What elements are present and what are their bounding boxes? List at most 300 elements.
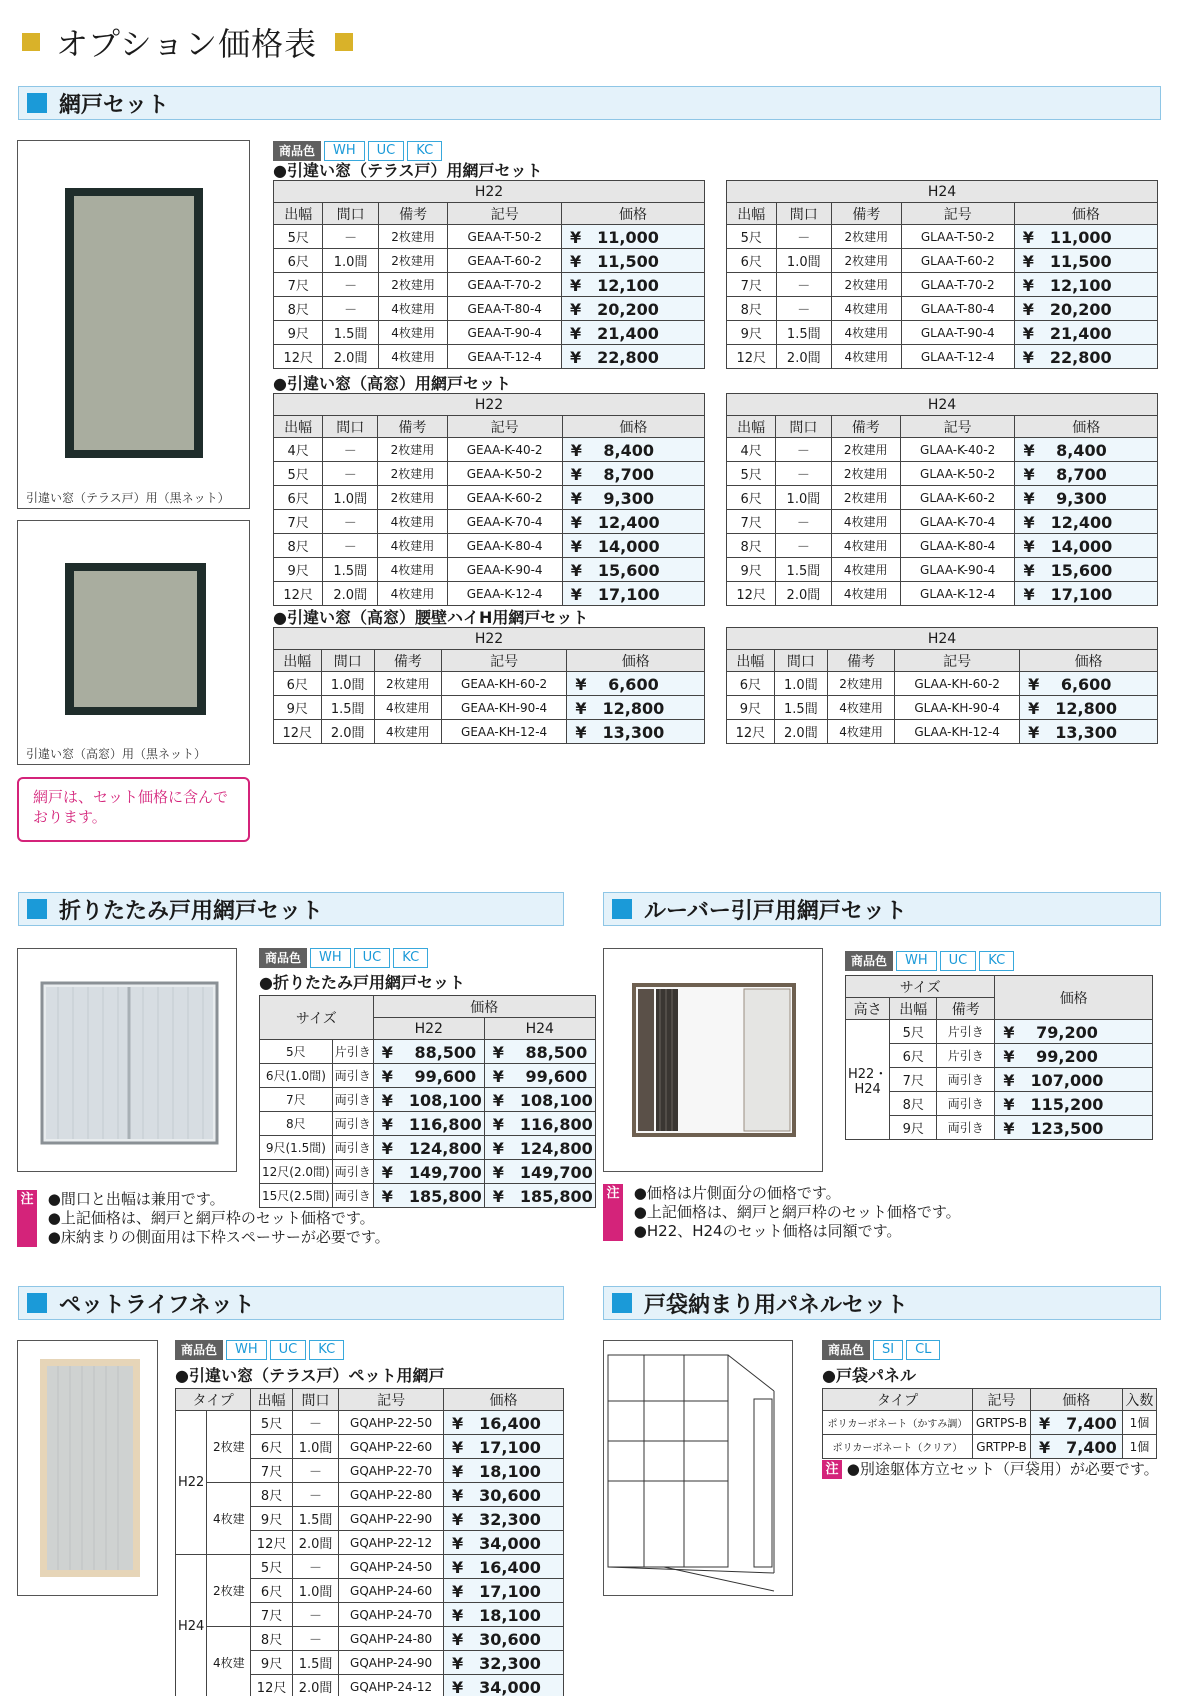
blue-square-icon — [27, 899, 47, 919]
table-cell: ¥ 99,600 — [484, 1064, 595, 1088]
table-row — [274, 297, 705, 321]
col-header: サイズ — [846, 976, 995, 998]
color-chip: WH — [310, 948, 351, 968]
col-header: 記号 — [339, 1389, 444, 1411]
table-cell: GLAA-K-12-4 — [900, 582, 1015, 606]
table-cell: GLAA-K-70-4 — [900, 510, 1015, 534]
table-cell: ¥ 149,700 — [373, 1160, 484, 1184]
table-cell: 5尺 — [251, 1555, 292, 1579]
table-row — [727, 672, 1158, 696]
table-cell: ¥ 108,100 — [373, 1088, 484, 1112]
table-cell: － — [292, 1555, 338, 1579]
col-header: 出幅 — [727, 650, 775, 672]
table-cell: 8尺 — [251, 1483, 292, 1507]
table-cell: 2.0間 — [323, 345, 378, 369]
table-row — [727, 558, 1158, 582]
table-cell: GLAA-KH-12-4 — [895, 720, 1020, 744]
table-cell: 5尺 — [274, 225, 323, 249]
table-cell: 1.5間 — [774, 696, 827, 720]
table-cell: 4枚建用 — [831, 558, 900, 582]
page-title-text: オプション価格表 — [56, 25, 318, 63]
table-cell: ¥ 15,600 — [562, 558, 704, 582]
table-cell: ¥ 185,800 — [373, 1184, 484, 1208]
table-cell: 12尺(2.0間) — [260, 1160, 333, 1184]
table-cell: 8尺 — [251, 1627, 292, 1651]
table-subtitle: ●折りたたみ戸用網戸セット — [259, 973, 465, 992]
table-cell: GLAA-KH-90-4 — [895, 696, 1020, 720]
section-header-pet — [18, 1286, 564, 1320]
table-row — [274, 345, 705, 369]
table-row — [274, 582, 705, 606]
table-subtitle: ●引違い窓（テラス戸）用網戸セット — [273, 161, 543, 180]
table-cell: ¥ 107,000 — [995, 1068, 1153, 1092]
table-cell: 2枚建用 — [831, 438, 900, 462]
table-subtitle: ●引違い窓（テラス戸）ペット用網戸 — [175, 1366, 445, 1385]
col-header: 出幅 — [727, 203, 777, 225]
table-row — [727, 345, 1158, 369]
table-cell: ¥ 116,800 — [484, 1112, 595, 1136]
table-row — [274, 720, 705, 744]
folding-notes — [17, 1190, 437, 1247]
table-cell: 2枚建用 — [378, 438, 447, 462]
table-cell: GQAHP-24-12 — [339, 1675, 444, 1696]
table-row — [274, 696, 705, 720]
table-row — [176, 1483, 564, 1507]
color-chip: KC — [979, 951, 1014, 971]
section-header-louver — [603, 892, 1161, 926]
table-cell: 8尺 — [274, 297, 323, 321]
col-header: H22 — [373, 1018, 484, 1040]
table-cell: 6尺 — [727, 249, 777, 273]
table-row — [727, 510, 1158, 534]
table-cell: ¥ 8,700 — [1015, 462, 1158, 486]
screen-window-image — [18, 521, 251, 736]
table-cell: GEAA-T-12-4 — [448, 345, 562, 369]
table-cell: 9尺 — [727, 558, 776, 582]
col-header: 備考 — [374, 650, 441, 672]
table-cell: 7尺 — [260, 1088, 333, 1112]
photo-louver-screen — [603, 948, 823, 1172]
table-cell: 2枚建用 — [378, 486, 447, 510]
table-cell: ¥ 7,400 — [1031, 1435, 1123, 1459]
table-cell: GQAHP-24-70 — [339, 1603, 444, 1627]
table-cell: 1.5間 — [292, 1651, 338, 1675]
table-cell: 片引き — [937, 1044, 995, 1068]
table-cell: GQAHP-22-60 — [339, 1435, 444, 1459]
table-cell: 2.0間 — [323, 582, 378, 606]
table-row — [727, 486, 1158, 510]
col-header: 出幅 — [274, 650, 322, 672]
col-header: 記号 — [447, 416, 562, 438]
table-cell: 6尺 — [274, 672, 322, 696]
table-cell: 4枚建用 — [378, 534, 447, 558]
col-header: 出幅 — [727, 416, 776, 438]
table-cell: ¥ 12,800 — [567, 696, 705, 720]
table-row — [846, 1068, 1153, 1092]
photo-high-window-screen — [17, 520, 250, 765]
table-cell: － — [776, 225, 831, 249]
table-row — [727, 534, 1158, 558]
table-cell: 4枚建用 — [831, 534, 900, 558]
table-cell: 4枚建用 — [378, 297, 448, 321]
table-cell: 両引き — [937, 1068, 995, 1092]
table-cell: － — [323, 273, 378, 297]
color-label: 商品色 — [175, 1340, 223, 1360]
col-header: 記号 — [441, 650, 567, 672]
table-row — [274, 249, 705, 273]
table-row — [274, 486, 705, 510]
table-row — [727, 438, 1158, 462]
table-row — [260, 1040, 596, 1064]
table-cell: ¥ 8,700 — [562, 462, 704, 486]
panel-line-drawing — [604, 1341, 794, 1597]
table-row — [823, 1435, 1157, 1459]
table-cell: ¥ 108,100 — [484, 1088, 595, 1112]
table-cell: 8尺 — [260, 1112, 333, 1136]
table-cell: ¥ 32,300 — [443, 1507, 563, 1531]
col-header: 価格 — [567, 650, 705, 672]
table-cell: 4枚建用 — [832, 297, 902, 321]
table-cell: 6尺 — [890, 1044, 937, 1068]
table-cell: 7尺 — [251, 1459, 292, 1483]
table-cell: ¥ 20,200 — [1014, 297, 1157, 321]
table-cell: ¥ 11,000 — [1014, 225, 1157, 249]
table-cell: ¥ 88,500 — [484, 1040, 595, 1064]
table-cell: 12尺 — [727, 720, 775, 744]
table-cell: 1.0間 — [292, 1435, 338, 1459]
table-row — [274, 225, 705, 249]
table-cell: ¥ 6,600 — [567, 672, 705, 696]
table-cell: ¥ 16,400 — [443, 1555, 563, 1579]
table-cell: ¥ 116,800 — [373, 1112, 484, 1136]
table-cell: － — [323, 438, 378, 462]
table-cell: 1個 — [1122, 1411, 1156, 1435]
table-cell: － — [776, 273, 831, 297]
table-cell: GEAA-K-40-2 — [447, 438, 562, 462]
table-cell: ¥ 115,200 — [995, 1092, 1153, 1116]
table-cell: 2.0間 — [292, 1675, 338, 1696]
note-line: ●上記価格は、網戸と網戸枠のセット価格です。 — [633, 1203, 961, 1221]
table-cell: 2枚建用 — [378, 273, 448, 297]
louver-notes — [603, 1184, 1163, 1241]
table-cell: ¥ 16,400 — [443, 1411, 563, 1435]
pet-screen-image — [18, 1341, 159, 1597]
table-cell: 9尺 — [274, 558, 323, 582]
table-cell: GQAHP-22-80 — [339, 1483, 444, 1507]
table-cell: GEAA-K-12-4 — [447, 582, 562, 606]
table-cell: 8尺 — [727, 534, 776, 558]
table-cell: 12尺 — [274, 345, 323, 369]
col-header: 間口 — [321, 650, 374, 672]
table-cell: GLAA-K-80-4 — [900, 534, 1015, 558]
table-cell: ¥ 185,800 — [484, 1184, 595, 1208]
table-subtitle: ●戸袋パネル — [822, 1366, 916, 1385]
table-row — [260, 1160, 596, 1184]
height-header: H22 — [274, 628, 705, 650]
blue-square-icon — [612, 899, 632, 919]
table-cell: GLAA-T-50-2 — [901, 225, 1014, 249]
col-header: 価格 — [562, 203, 705, 225]
table-cell: 5尺 — [727, 462, 776, 486]
table-row — [727, 720, 1158, 744]
table-cell: ¥ 30,600 — [443, 1483, 563, 1507]
included-note-box — [17, 777, 250, 842]
table-cell: 7尺 — [727, 510, 776, 534]
height-header: H22 — [274, 181, 705, 203]
folding-price-table — [259, 995, 596, 1208]
screen-set-price-table — [726, 627, 1158, 744]
table-cell: 1.0間 — [776, 486, 831, 510]
color-chip: WH — [896, 951, 937, 971]
table-cell: 4尺 — [274, 438, 323, 462]
table-cell: ¥ 22,800 — [562, 345, 705, 369]
table-row — [274, 510, 705, 534]
table-cell: 5尺 — [260, 1040, 333, 1064]
col-header: 備考 — [832, 203, 902, 225]
table-cell: GLAA-T-70-2 — [901, 273, 1014, 297]
table-cell: GQAHP-24-80 — [339, 1627, 444, 1651]
table-row — [176, 1627, 564, 1651]
photo-caption: 引違い窓（テラス戸）用（黒ネット） — [26, 491, 230, 505]
table-cell: 4尺 — [727, 438, 776, 462]
table-cell: 5尺 — [251, 1411, 292, 1435]
table-row — [727, 273, 1158, 297]
table-cell: ¥ 12,100 — [1014, 273, 1157, 297]
table-cell: GRTPP-B — [972, 1435, 1030, 1459]
photo-panel — [603, 1340, 793, 1596]
table-row — [727, 249, 1158, 273]
col-header: 出幅 — [274, 416, 323, 438]
table-cell: ポリカーボネート（かすみ調） — [823, 1411, 973, 1435]
table-cell: － — [776, 462, 831, 486]
color-chip: UC — [354, 948, 391, 968]
col-header: 価格 — [995, 976, 1153, 1020]
table-row — [727, 462, 1158, 486]
col-header: 価格 — [443, 1389, 563, 1411]
color-label: 商品色 — [845, 951, 893, 971]
table-cell: － — [292, 1627, 338, 1651]
table-row — [274, 462, 705, 486]
table-cell: ¥ 11,000 — [562, 225, 705, 249]
table-cell: 2枚建用 — [374, 672, 441, 696]
col-header: 記号 — [900, 416, 1015, 438]
table-cell: GLAA-KH-60-2 — [895, 672, 1020, 696]
table-cell: GQAHP-22-50 — [339, 1411, 444, 1435]
screen-door-image — [18, 141, 251, 481]
table-cell: 4枚建用 — [828, 696, 895, 720]
screen-set-price-table — [273, 627, 705, 744]
col-header: 備考 — [378, 416, 447, 438]
table-cell: ¥ 88,500 — [373, 1040, 484, 1064]
table-cell: 両引き — [332, 1112, 373, 1136]
table-cell: 4枚建用 — [378, 582, 447, 606]
height-header: H24 — [727, 628, 1158, 650]
table-cell: 2枚建 — [207, 1411, 251, 1483]
table-cell: GEAA-K-60-2 — [447, 486, 562, 510]
table-cell: ¥ 21,400 — [562, 321, 705, 345]
table-cell: ポリカーボネート（クリア） — [823, 1435, 973, 1459]
table-cell: ¥ 11,500 — [1014, 249, 1157, 273]
table-cell: 両引き — [937, 1092, 995, 1116]
table-cell: － — [292, 1603, 338, 1627]
folding-screen-image — [18, 949, 238, 1173]
note-line: ●別途躯体方立セット（戸袋用）が必要です。 — [846, 1460, 1159, 1478]
color-chips — [259, 948, 428, 968]
height-header: H24 — [727, 394, 1158, 416]
table-cell: 両引き — [937, 1116, 995, 1140]
table-cell: － — [292, 1459, 338, 1483]
table-cell: － — [776, 297, 831, 321]
section-title: ルーバー引戸用網戸セット — [644, 898, 907, 924]
color-chip: CL — [906, 1340, 940, 1360]
table-cell: 4枚建 — [207, 1627, 251, 1696]
yellow-square-icon — [335, 33, 353, 51]
col-header: タイプ — [823, 1389, 973, 1411]
table-cell: ¥ 13,300 — [567, 720, 705, 744]
table-cell: 1.5間 — [776, 558, 831, 582]
note-badge: 注 — [822, 1460, 842, 1479]
table-cell: 9尺 — [274, 321, 323, 345]
note-badge: 注 — [603, 1184, 623, 1241]
table-cell: ¥ 34,000 — [443, 1675, 563, 1696]
table-cell: 両引き — [332, 1064, 373, 1088]
table-cell: ¥ 30,600 — [443, 1627, 563, 1651]
table-cell: 6尺 — [274, 249, 323, 273]
table-cell: GEAA-T-80-4 — [448, 297, 562, 321]
screen-set-price-table — [273, 180, 705, 369]
table-cell: ¥ 8,400 — [1015, 438, 1158, 462]
color-chip: KC — [407, 141, 442, 161]
col-header: 備考 — [828, 650, 895, 672]
col-header: 価格 — [1031, 1389, 1123, 1411]
table-cell: GEAA-T-60-2 — [448, 249, 562, 273]
table-cell: H22・H24 — [846, 1020, 890, 1140]
table-cell: 6尺 — [727, 486, 776, 510]
table-cell: ¥ 17,100 — [443, 1435, 563, 1459]
table-cell: ¥ 14,000 — [1015, 534, 1158, 558]
col-header: サイズ — [260, 996, 374, 1040]
table-row — [260, 1136, 596, 1160]
table-cell: 12尺 — [274, 582, 323, 606]
table-cell: GLAA-T-12-4 — [901, 345, 1014, 369]
table-cell: 1.0間 — [774, 672, 827, 696]
screen-set-price-table — [726, 180, 1158, 369]
section-title: ペットライフネット — [59, 1292, 255, 1318]
table-row — [260, 1064, 596, 1088]
louver-screen-image — [604, 949, 824, 1173]
table-cell: ¥ 124,800 — [373, 1136, 484, 1160]
table-cell: GEAA-KH-12-4 — [441, 720, 567, 744]
table-cell: GEAA-T-70-2 — [448, 273, 562, 297]
table-cell: ¥ 12,800 — [1020, 696, 1158, 720]
table-row — [274, 321, 705, 345]
height-header: H24 — [727, 181, 1158, 203]
section-title: 網戸セット — [59, 92, 170, 118]
table-cell: 2枚建用 — [378, 249, 448, 273]
table-cell: H24 — [176, 1555, 207, 1696]
table-cell: 12尺 — [727, 345, 777, 369]
table-cell: 12尺 — [727, 582, 776, 606]
table-cell: － — [292, 1411, 338, 1435]
table-cell: 4枚建用 — [832, 321, 902, 345]
color-chips — [845, 951, 1014, 971]
col-header: 高さ — [846, 998, 890, 1020]
color-chip: UC — [368, 141, 405, 161]
table-cell: 9尺 — [727, 696, 775, 720]
table-cell: GEAA-KH-60-2 — [441, 672, 567, 696]
table-cell: 5尺 — [727, 225, 777, 249]
table-row — [846, 1116, 1153, 1140]
col-header: 間口 — [774, 650, 827, 672]
table-cell: H22 — [176, 1411, 207, 1555]
col-header: タイプ — [176, 1389, 251, 1411]
table-row — [823, 1411, 1157, 1435]
note-line: ●間口と出幅は兼用です。 — [47, 1190, 225, 1208]
table-row — [176, 1555, 564, 1579]
table-cell: GQAHP-24-50 — [339, 1555, 444, 1579]
col-header: 間口 — [323, 416, 378, 438]
color-chips — [822, 1340, 940, 1360]
col-header: 価格 — [1020, 650, 1158, 672]
table-cell: ¥ 22,800 — [1014, 345, 1157, 369]
color-chip: WH — [226, 1340, 267, 1360]
table-row — [846, 1020, 1153, 1044]
table-cell: 12尺 — [251, 1531, 292, 1555]
table-row — [274, 672, 705, 696]
table-cell: GEAA-T-50-2 — [448, 225, 562, 249]
screen-set-price-table — [273, 393, 705, 606]
screen-set-price-table — [726, 393, 1158, 606]
color-chip: UC — [940, 951, 977, 971]
table-cell: 7尺 — [890, 1068, 937, 1092]
table-cell: 12尺 — [274, 720, 322, 744]
table-cell: 4枚建用 — [374, 720, 441, 744]
table-cell: 両引き — [332, 1184, 373, 1208]
table-cell: GLAA-T-60-2 — [901, 249, 1014, 273]
table-cell: ¥ 99,600 — [373, 1064, 484, 1088]
table-row — [274, 438, 705, 462]
table-cell: 1個 — [1122, 1435, 1156, 1459]
table-cell: 1.5間 — [776, 321, 831, 345]
table-cell: ¥ 14,000 — [562, 534, 704, 558]
table-cell: ¥ 123,500 — [995, 1116, 1153, 1140]
color-chips — [175, 1340, 344, 1360]
table-cell: GLAA-K-90-4 — [900, 558, 1015, 582]
table-cell: 4枚建用 — [378, 345, 448, 369]
table-cell: 2枚建用 — [828, 672, 895, 696]
table-cell: 7尺 — [274, 273, 323, 297]
table-cell: 4枚建 — [207, 1483, 251, 1555]
table-cell: 9尺 — [251, 1651, 292, 1675]
table-cell: GEAA-K-80-4 — [447, 534, 562, 558]
table-cell: 8尺 — [274, 534, 323, 558]
table-cell: 2枚建用 — [831, 462, 900, 486]
note-line: ●床納まりの側面用は下枠スペーサーが必要です。 — [47, 1228, 390, 1246]
table-cell: 4枚建用 — [378, 558, 447, 582]
table-cell: ¥ 79,200 — [995, 1020, 1153, 1044]
table-cell: － — [776, 534, 831, 558]
col-header: 備考 — [831, 416, 900, 438]
table-cell: 両引き — [332, 1088, 373, 1112]
table-cell: GEAA-K-90-4 — [447, 558, 562, 582]
table-row — [727, 225, 1158, 249]
table-cell: ¥ 18,100 — [443, 1459, 563, 1483]
table-cell: 5尺 — [274, 462, 323, 486]
table-cell: 8尺 — [727, 297, 777, 321]
louver-price-table — [845, 975, 1153, 1140]
table-row — [727, 696, 1158, 720]
table-cell: 1.0間 — [323, 486, 378, 510]
